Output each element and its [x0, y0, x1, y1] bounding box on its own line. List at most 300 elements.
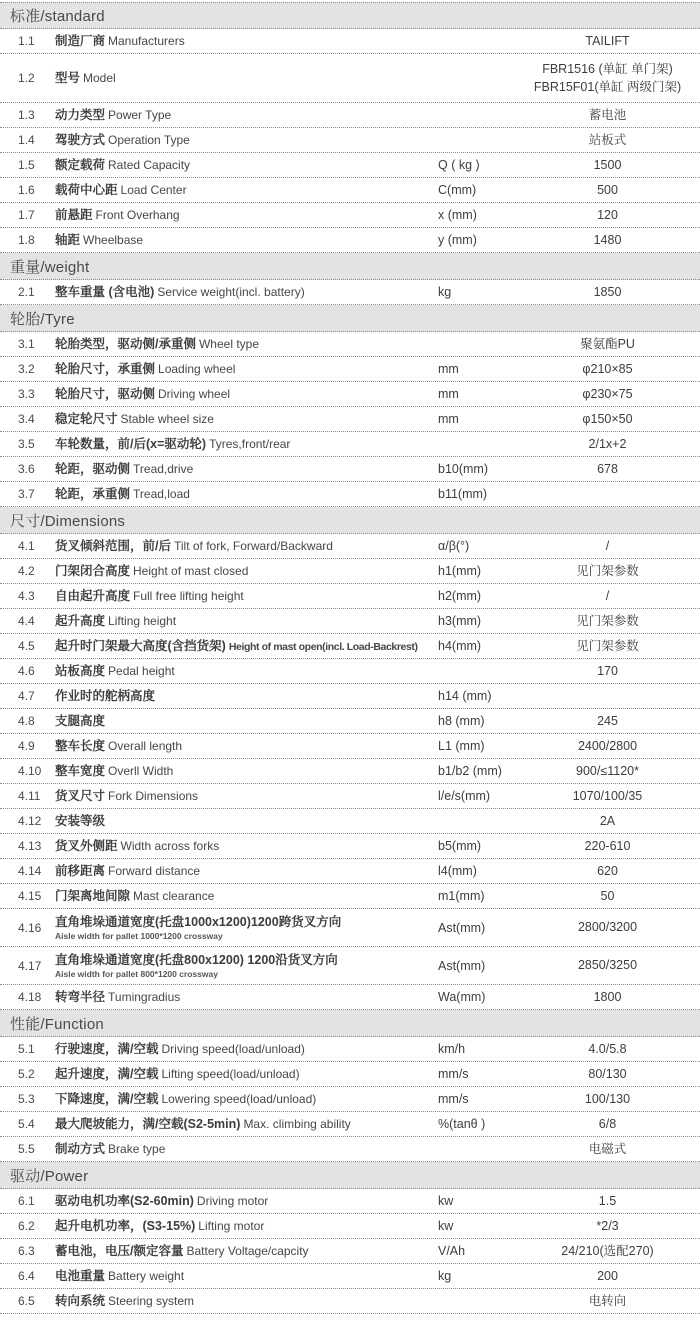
row-value [515, 1140, 700, 1158]
row-number: 4.18 [18, 990, 42, 1004]
row-label [55, 913, 438, 942]
row-number: 1.8 [18, 233, 35, 247]
row-value [515, 410, 700, 428]
row-label-en: Battery weight [108, 1268, 185, 1283]
row-number: 1.7 [18, 208, 35, 222]
spec-row [0, 432, 700, 457]
row-label [55, 612, 438, 630]
row-label-zh: 行驶速度，满/空载 [55, 1041, 159, 1056]
spec-row [0, 1214, 700, 1239]
row-label-en: Lifting speed(load/unload) [161, 1066, 300, 1081]
row-value-line: 170 [597, 663, 618, 678]
spec-row [0, 584, 700, 609]
row-number: 3.7 [18, 487, 35, 501]
row-number: 5.3 [18, 1092, 35, 1106]
row-label-zh: 货叉外侧距 [55, 838, 118, 853]
row-label [55, 435, 438, 453]
row-label-en: Tread,load [133, 486, 190, 501]
spec-row [0, 1087, 700, 1112]
row-unit: V/Ah [438, 1244, 466, 1258]
row-value-line: 见门架参数 [576, 613, 639, 628]
row-label [55, 587, 438, 605]
row-value [515, 335, 700, 353]
row-value-line: 1.5 [598, 1193, 617, 1208]
row-label-en: Overll Width [108, 763, 174, 778]
spec-row [0, 759, 700, 784]
row-number: 1.3 [18, 108, 35, 122]
row-value [515, 1040, 700, 1058]
row-value-line2: FBR15F01(单缸 两级门架) [533, 80, 682, 94]
row-number: 1.2 [18, 71, 35, 85]
row-number: 1.6 [18, 183, 35, 197]
spec-row [0, 1189, 700, 1214]
row-label-en: Load Center [120, 182, 187, 197]
row-label-zh: 整车长度 [55, 738, 106, 753]
spec-row [0, 1037, 700, 1062]
row-value-line: 电转向 [588, 1293, 627, 1308]
section-header [0, 305, 700, 332]
row-label [55, 181, 438, 199]
row-number: 4.7 [18, 689, 35, 703]
row-label-zh: 起升时门架最大高度(含挡货架) [55, 638, 226, 653]
row-unit: kg [438, 1269, 452, 1283]
row-label-zh: 轮距，驱动侧 [55, 461, 131, 476]
row-value [515, 1115, 700, 1133]
row-label-en: Width across forks [120, 838, 220, 853]
row-number: 4.8 [18, 714, 35, 728]
row-value [515, 887, 700, 905]
row-unit: h14 (mm) [438, 689, 492, 703]
section-title: 驱动/Power [10, 1167, 89, 1185]
row-label-zh: 站板高度 [55, 663, 106, 678]
row-label-zh: 轮胎类型，驱动侧/承重侧 [55, 336, 196, 351]
row-label [55, 1192, 438, 1210]
section-header [0, 1010, 700, 1037]
row-value [515, 385, 700, 403]
row-label [55, 837, 438, 855]
row-label-en: Wheelbase [83, 232, 144, 247]
row-label [55, 485, 438, 503]
row-value [515, 1090, 700, 1108]
row-unit: b10(mm) [438, 462, 489, 476]
spec-row [0, 357, 700, 382]
row-unit: %(tanθ ) [438, 1117, 486, 1131]
row-number: 1.1 [18, 34, 35, 48]
row-label-zh: 驱动电机功率(S2-60min) [55, 1193, 194, 1208]
spec-row [0, 54, 700, 103]
row-unit: α/β(°) [438, 539, 470, 553]
spec-row [0, 29, 700, 54]
row-label-en: Brake type [108, 1141, 166, 1156]
row-value-line: *2/3 [596, 1218, 619, 1233]
row-unit: h2(mm) [438, 589, 482, 603]
row-number: 4.11 [18, 789, 41, 803]
row-unit: h3(mm) [438, 614, 482, 628]
section-header [0, 507, 700, 534]
row-label [55, 206, 438, 224]
row-label [55, 460, 438, 478]
section-title: 标准/standard [10, 8, 105, 25]
row-label-zh: 制造厂商 [55, 33, 106, 48]
row-value-line: 1070/100/35 [572, 788, 643, 803]
row-label-zh: 型号 [55, 70, 81, 85]
row-value [515, 1192, 700, 1210]
row-value [515, 612, 700, 630]
row-label-zh: 电池重量 [55, 1268, 106, 1283]
row-label-zh: 支腿高度 [55, 713, 106, 728]
row-label [55, 231, 438, 249]
row-label-en: Overall length [108, 738, 183, 753]
row-number: 5.5 [18, 1142, 35, 1156]
row-label [55, 762, 438, 780]
row-label-en: Driving speed(load/unload) [161, 1041, 305, 1056]
spec-row [0, 407, 700, 432]
section-title: 重量/weight [10, 258, 90, 276]
row-label [55, 69, 438, 87]
row-label [55, 1292, 438, 1310]
row-value [515, 206, 700, 224]
row-label [55, 1115, 438, 1133]
row-number: 3.6 [18, 462, 35, 476]
row-label-zh: 直角堆垛通道宽度(托盘800x1200) 1200沿货叉方向 [55, 952, 338, 967]
row-label-zh: 下降速度，满/空载 [55, 1091, 159, 1106]
row-label-zh: 转弯半径 [55, 989, 106, 1004]
row-label [55, 862, 438, 880]
spec-row [0, 709, 700, 734]
row-unit: y (mm) [438, 233, 477, 247]
row-label-en: Tumingradius [108, 989, 181, 1004]
row-label [55, 1242, 438, 1260]
row-number: 3.2 [18, 362, 35, 376]
row-value-line: 聚氨酯PU [580, 336, 635, 351]
spec-row [0, 659, 700, 684]
row-value [515, 762, 700, 780]
spec-row [0, 457, 700, 482]
row-unit: m1(mm) [438, 889, 485, 903]
row-label-en: Forward distance [108, 863, 201, 878]
row-label [55, 687, 438, 705]
row-label-en: Pedal height [108, 663, 175, 678]
row-label-zh: 最大爬坡能力，满/空载(S2-5min) [55, 1116, 241, 1131]
row-number: 4.15 [18, 889, 42, 903]
row-number: 6.5 [18, 1294, 35, 1308]
row-value [515, 712, 700, 730]
row-label-sub: Aisle width for pallet 800*1200 crossway [55, 969, 218, 980]
row-unit: Ast(mm) [438, 958, 486, 973]
row-label [55, 537, 438, 555]
row-value [515, 131, 700, 149]
row-value [515, 156, 700, 174]
row-number: 4.14 [18, 864, 42, 878]
row-value [515, 537, 700, 555]
row-unit: b11(mm) [438, 487, 488, 501]
row-label [55, 887, 438, 905]
row-value [515, 283, 700, 301]
row-unit: l4(mm) [438, 864, 477, 878]
row-label [55, 637, 438, 655]
row-label-zh: 车轮数量，前/后(x=驱动轮) [55, 436, 207, 451]
row-value-line: 站板式 [588, 132, 627, 147]
row-number: 4.10 [18, 764, 42, 778]
row-value-line: 4.0/5.8 [588, 1041, 627, 1056]
row-label-en: Tread,drive [133, 461, 194, 476]
row-value-line: FBR1516 (单缸 单门架) [542, 61, 673, 76]
row-value [515, 787, 700, 805]
row-label-zh: 自由起升高度 [55, 588, 131, 603]
row-number: 6.1 [18, 1194, 35, 1208]
row-value [515, 435, 700, 453]
spec-row [0, 332, 700, 357]
row-label [55, 335, 438, 353]
row-value-line: 900/≤1120* [576, 763, 639, 778]
row-label-zh: 起升电机功率，(S3-15%) [55, 1218, 196, 1233]
row-label-en: Tilt of fork, Forward/Backward [173, 538, 333, 553]
row-value [515, 812, 700, 830]
row-value-line: 1850 [593, 284, 622, 299]
row-label-zh: 蓄电池，电压/额定容量 [55, 1243, 184, 1258]
row-label-en: Full free lifting height [133, 588, 244, 603]
row-label-zh: 载荷中心距 [55, 182, 118, 197]
spec-row [0, 734, 700, 759]
row-value [515, 637, 700, 655]
row-label [55, 1140, 438, 1158]
row-number: 3.1 [18, 337, 35, 351]
row-label-zh: 直角堆垛通道宽度(托盘1000x1200)1200跨货叉方向 [55, 914, 342, 929]
row-number: 6.2 [18, 1219, 35, 1233]
row-label-zh: 额定载荷 [55, 157, 106, 172]
row-label-zh: 整车宽度 [55, 763, 106, 778]
spec-row [0, 784, 700, 809]
row-label-zh: 轮胎尺寸，驱动侧 [55, 386, 156, 401]
row-value [515, 60, 700, 96]
row-label-en: Wheel type [198, 336, 260, 351]
row-value-line: 2A [599, 813, 616, 828]
row-unit: mm/s [438, 1092, 469, 1106]
row-number: 4.1 [18, 539, 35, 553]
row-label [55, 410, 438, 428]
row-value [515, 1217, 700, 1235]
row-number: 4.9 [18, 739, 35, 753]
row-label [55, 712, 438, 730]
spec-row [0, 153, 700, 178]
row-label [55, 1267, 438, 1285]
row-label-en: Power Type [108, 107, 172, 122]
row-number: 6.3 [18, 1244, 35, 1258]
spec-row [0, 809, 700, 834]
row-label-zh: 起升高度 [55, 613, 106, 628]
row-label-zh: 前移距离 [55, 863, 106, 878]
row-number: 5.2 [18, 1067, 35, 1081]
row-unit: C(mm) [438, 183, 477, 197]
spec-row [0, 128, 700, 153]
row-label [55, 737, 438, 755]
row-label-en: Rated Capacity [108, 157, 191, 172]
row-value-line: 6/8 [598, 1116, 617, 1131]
row-label-en: Loading wheel [158, 361, 236, 376]
row-number: 4.12 [18, 814, 42, 828]
row-value-line: φ230×75 [582, 386, 633, 401]
row-number: 3.3 [18, 387, 35, 401]
section-header [0, 1162, 700, 1189]
row-label-zh: 货叉尺寸 [55, 788, 106, 803]
row-label-en: Driving motor [196, 1193, 269, 1208]
row-label-zh: 制动方式 [55, 1141, 106, 1156]
row-label [55, 1217, 438, 1235]
row-value-line: 24/210(选配270) [561, 1243, 654, 1258]
row-label [55, 360, 438, 378]
spec-row [0, 634, 700, 659]
row-unit: Q ( kg ) [438, 158, 480, 172]
spec-row [0, 947, 700, 985]
row-label-zh: 动力类型 [55, 107, 106, 122]
row-value [515, 562, 700, 580]
row-label-en: Manufacturers [108, 33, 185, 48]
row-value-line: 620 [597, 863, 618, 878]
row-value-line: 120 [597, 207, 618, 222]
row-label [55, 1040, 438, 1058]
row-value-line: 100/130 [584, 1091, 631, 1106]
section-title: 性能/Function [10, 1015, 104, 1033]
spec-row [0, 178, 700, 203]
row-value-line: 2800/3200 [577, 920, 638, 935]
row-label-en: Height of mast closed [133, 563, 249, 578]
row-label [55, 562, 438, 580]
row-number: 4.17 [18, 958, 42, 973]
row-number: 4.5 [18, 639, 35, 653]
spec-row [0, 1137, 700, 1162]
row-value-line: 电磁式 [588, 1141, 627, 1156]
row-label-zh: 门架离地间隙 [55, 888, 131, 903]
row-label-zh: 驾驶方式 [55, 132, 106, 147]
row-value-line: 2400/2800 [577, 738, 638, 753]
spec-row [0, 228, 700, 253]
row-value-line: 50 [600, 888, 615, 903]
row-unit: kw [438, 1194, 454, 1208]
row-number: 4.2 [18, 564, 35, 578]
section-title: 轮胎/Tyre [10, 310, 75, 328]
row-unit: b1/b2 (mm) [438, 764, 502, 778]
row-label-zh: 轴距 [55, 232, 81, 247]
row-value [515, 181, 700, 199]
row-unit: Wa(mm) [438, 990, 486, 1004]
row-value [515, 918, 700, 936]
row-value-line: 245 [597, 713, 618, 728]
row-value [515, 1065, 700, 1083]
spec-row [0, 1264, 700, 1289]
spec-row [0, 1112, 700, 1137]
row-number: 2.1 [18, 285, 35, 299]
row-value-line: / [605, 588, 610, 603]
row-label-en: Max. climbing ability [243, 1116, 351, 1131]
row-value [515, 106, 700, 124]
row-value-line: φ210×85 [582, 361, 633, 376]
row-label-en: Height of mast open(incl. Load-Backrest) [228, 640, 418, 653]
row-unit: kg [438, 285, 452, 299]
row-label-zh: 门架闭合高度 [55, 563, 131, 578]
row-value [515, 862, 700, 880]
section-title: 尺寸/Dimensions [10, 512, 126, 530]
row-label-en: Lifting motor [198, 1218, 265, 1233]
row-number: 1.4 [18, 133, 35, 147]
row-value [515, 460, 700, 478]
row-value-line: 200 [597, 1268, 618, 1283]
row-number: 4.6 [18, 664, 35, 678]
row-value-line: 蓄电池 [588, 107, 627, 122]
row-label-sub: Aisle width for pallet 1000*1200 crossway [55, 931, 223, 942]
row-value [515, 587, 700, 605]
spec-row [0, 609, 700, 634]
row-unit: kw [438, 1219, 454, 1233]
spec-row [0, 859, 700, 884]
row-value [515, 737, 700, 755]
row-label [55, 106, 438, 124]
spec-row [0, 203, 700, 228]
row-number: 1.5 [18, 158, 35, 172]
row-label [55, 32, 438, 50]
row-value [515, 360, 700, 378]
row-number: 4.13 [18, 839, 42, 853]
spec-row [0, 985, 700, 1010]
row-label-zh: 转向系统 [55, 1293, 106, 1308]
row-label [55, 156, 438, 174]
spec-row [0, 684, 700, 709]
row-number: 4.4 [18, 614, 35, 628]
row-number: 4.16 [18, 920, 42, 935]
row-number: 6.4 [18, 1269, 35, 1283]
row-label-zh: 货叉倾斜范围，前/后 [55, 538, 171, 553]
spec-row [0, 834, 700, 859]
row-label-en: Model [83, 70, 116, 85]
row-label [55, 812, 438, 830]
row-label-zh: 轮胎尺寸，承重侧 [55, 361, 156, 376]
row-label-zh: 轮距，承重侧 [55, 486, 131, 501]
row-label-en: Operation Type [108, 132, 190, 147]
row-label [55, 951, 438, 980]
spec-row [0, 1239, 700, 1264]
row-unit: h8 (mm) [438, 714, 485, 728]
row-label-en: Lowering speed(load/unload) [161, 1091, 317, 1106]
row-label [55, 662, 438, 680]
row-unit: mm [438, 387, 459, 401]
row-value-line: 80/130 [588, 1066, 627, 1081]
row-unit: mm [438, 362, 459, 376]
row-unit: h4(mm) [438, 639, 482, 653]
section-header [0, 2, 700, 29]
spec-row [0, 559, 700, 584]
row-label-en: Steering system [108, 1293, 195, 1308]
row-value-line: 见门架参数 [576, 638, 639, 653]
row-number: 5.1 [18, 1042, 35, 1056]
row-value-line: φ150×50 [582, 411, 633, 426]
row-label-zh: 作业时的舵柄高度 [55, 688, 156, 703]
row-value [515, 956, 700, 974]
row-unit: mm/s [438, 1067, 469, 1081]
row-value-line: 2/1x+2 [588, 436, 627, 451]
row-unit: Ast(mm) [438, 920, 486, 935]
spec-row [0, 280, 700, 305]
spec-row [0, 1062, 700, 1087]
row-unit: l/e/s(mm) [438, 789, 491, 803]
row-value-line: 220-610 [584, 838, 631, 853]
spec-row [0, 103, 700, 128]
row-label [55, 787, 438, 805]
row-value [515, 837, 700, 855]
row-number: 3.5 [18, 437, 35, 451]
spec-row [0, 909, 700, 947]
section-header [0, 253, 700, 280]
spec-row [0, 534, 700, 559]
row-value-line: 500 [597, 182, 618, 197]
